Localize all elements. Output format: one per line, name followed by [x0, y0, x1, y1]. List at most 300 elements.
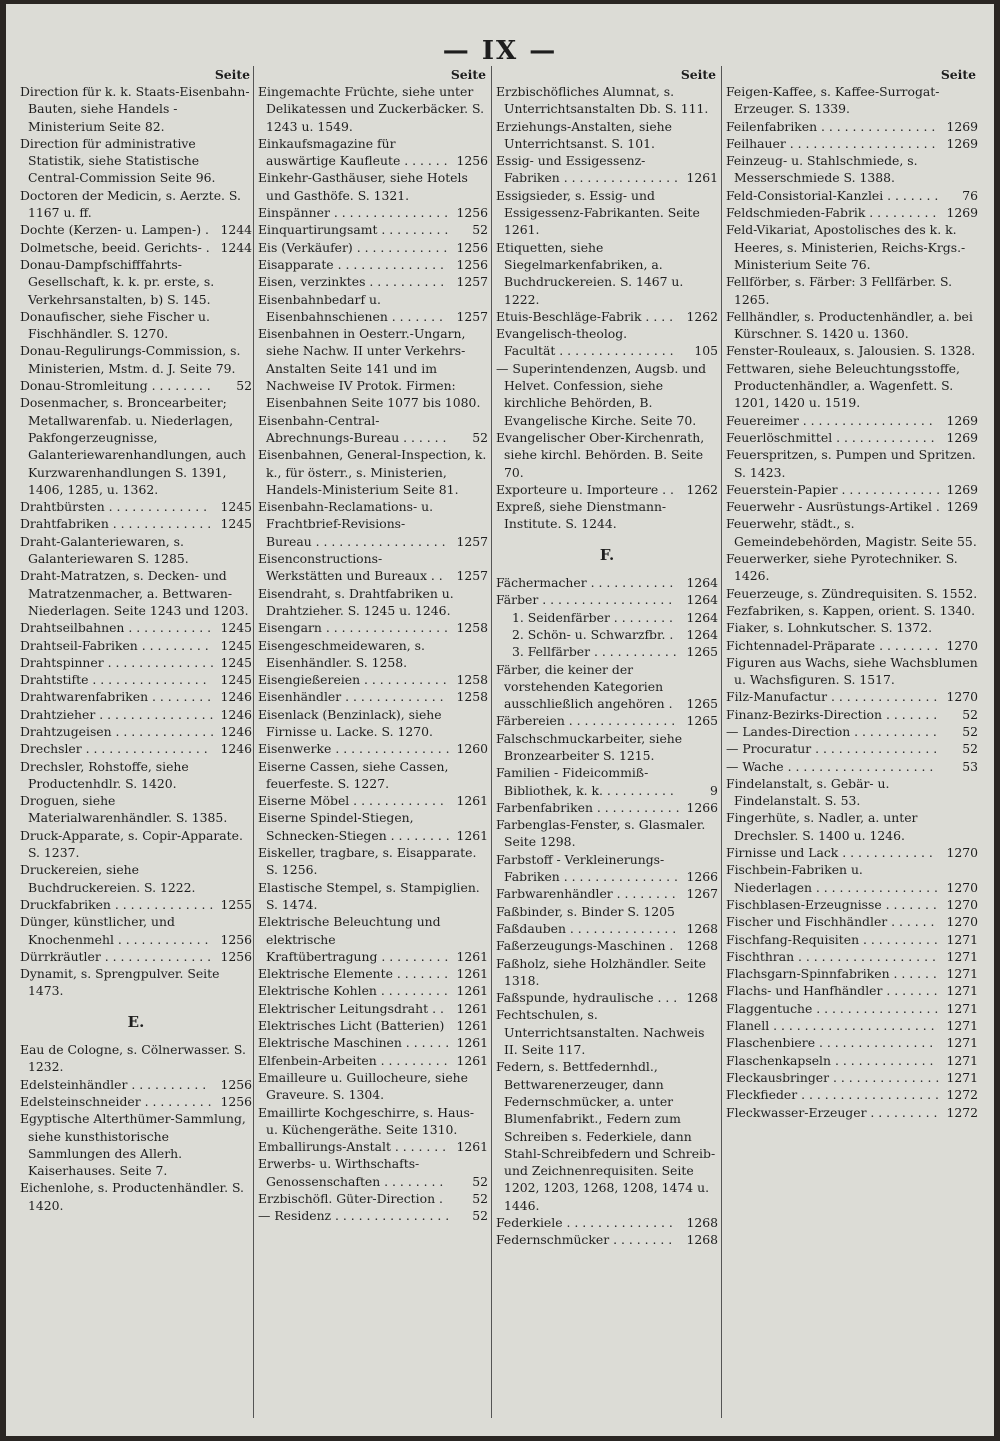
index-entry [726, 446, 978, 481]
entry-page-number: 1268 [686, 1232, 718, 1248]
entry-page-number: 1261 [456, 983, 488, 999]
section-letter: E. [127, 1012, 145, 1031]
entry-text: Farbenglas-Fenster, s. Glasmaler. Seite 1298. [496, 817, 706, 850]
entry-text: Feigen-Kaffee, s. Kaffee-Surrogat-Erzeuger. S. 1339. [726, 84, 940, 117]
entry-page-number: 1261 [456, 1139, 488, 1155]
index-entry [496, 989, 718, 1006]
index-entry [258, 239, 488, 256]
entry-text: Drahtseilbahnen . . . . . . . . . . . [20, 620, 212, 636]
entry-text: Droguen, siehe Materialwarenhändler. S. 1385. [20, 793, 228, 826]
entry-text: Draht-Galanteriewaren, s. Galanteriewaren S. 1285. [20, 533, 189, 567]
entry-page-number: 1266 [686, 869, 718, 885]
entry-page-number: 52 [472, 1208, 488, 1224]
entry-text: Drahtstifte . . . . . . . . . . . . . . . [20, 672, 207, 688]
entry-text: Faßspunde, hydraulische . . . [496, 990, 678, 1006]
entry-page-number: 1261 [456, 966, 488, 982]
index-entry [726, 204, 978, 221]
index-entry [258, 291, 488, 326]
entry-page-number: 1262 [686, 481, 718, 497]
column-rule [721, 66, 722, 1418]
index-entry [20, 706, 252, 723]
entry-text: Eisengießereien . . . . . . . . . . . [258, 672, 447, 688]
index-entry [726, 187, 978, 204]
entry-text: Eisenbahnen in Oesterr.-Ungarn, siehe Nachw. II unter Verkehrs-Anstalten Seite 141 und im Nachweise IV Protok. Firmen: Eisenbahnen Seite 1077 bis 1080. [258, 326, 481, 411]
index-entry [726, 135, 978, 152]
entry-page-number: 1246 [220, 689, 252, 705]
index-entry [258, 844, 488, 879]
entry-text: Fischfang-Requisiten . . . . . . . . . . [726, 931, 938, 947]
entry-text: Eisenbahn-Central-Abrechnungs-Bureau . . . . . . [258, 412, 447, 445]
entry-page-number: 1264 [686, 626, 718, 642]
entry-page-number: 1267 [686, 886, 718, 902]
column-header: Seite [450, 67, 486, 82]
index-entry [258, 1017, 488, 1034]
entry-text: — Landes-Direction . . . . . . . . . . . [726, 723, 937, 739]
entry-page-number: 1271 [946, 966, 978, 982]
entry-page-number: 52 [236, 378, 252, 394]
entry-page-number: 1268 [686, 938, 718, 954]
entry-page-number: 1262 [686, 308, 718, 324]
index-entry [496, 643, 718, 660]
entry-page-number: 1257 [456, 274, 488, 290]
entry-text: Evangelisch-theolog. Facultät . . . . . . . . . . . . . . . [496, 326, 674, 359]
entry-text: Färber, die keiner der vorstehenden Kategorien ausschließlich angehören . [496, 661, 673, 712]
index-entry [20, 758, 252, 793]
index-entry [726, 913, 978, 930]
entry-text: Eisenbahnbedarf u. Eisenbahnschienen . . . . . . . [258, 291, 443, 324]
entry-text: Fichtennadel-Präparate . . . . . . . . [726, 637, 939, 653]
entry-text: Evangelischer Ober-Kirchenrath, siehe kirchl. Behörden. B. Seite 70. [496, 429, 705, 480]
entry-page-number: 1244 [220, 222, 252, 238]
index-page [6, 4, 994, 1436]
index-entry [496, 308, 718, 325]
index-entry [258, 325, 488, 411]
entry-text: Farbwarenhändler . . . . . . . . [496, 886, 676, 902]
entry-page-number: 1271 [946, 948, 978, 964]
index-entry [258, 1155, 488, 1190]
entry-page-number: 1257 [456, 568, 488, 584]
entry-page-number: 1271 [946, 1000, 978, 1016]
entry-page-number: 1264 [686, 592, 718, 608]
index-entry [726, 585, 978, 602]
index-entry [496, 591, 718, 608]
entry-text: Feuerwehr, städt., s. Gemeindebehörden, Magistr. Seite 55. [726, 516, 977, 549]
entry-text: Fechtschulen, s. Unterrichtsanstalten. Nachweis II. Seite 117. [496, 1007, 705, 1058]
entry-page-number: 1261 [456, 948, 488, 964]
entry-text: Dolmetsche, beeid. Gerichts- . [20, 239, 210, 255]
entry-text: — Wache . . . . . . . . . . . . . . . . . . . [726, 758, 934, 774]
index-entry [496, 712, 718, 729]
index-entry [726, 965, 978, 982]
entry-page-number: 1268 [686, 1215, 718, 1230]
index-entry [20, 827, 252, 862]
entry-page-number: 1269 [946, 205, 978, 221]
entry-text: Feuereimer . . . . . . . . . . . . . . . . . [726, 412, 933, 428]
index-entry [726, 308, 978, 343]
entry-page-number: 1269 [946, 429, 978, 445]
entry-text: 2. Schön- u. Schwarzfbr. . [512, 626, 674, 642]
entry-text: Eisenbahnen, General-Inspection, k. k., für österr., s. Ministerien, Handels-Ministerium Seite 81. [258, 447, 487, 497]
entry-text: Feuerspritzen, s. Pumpen und Spritzen. S. 1423. [726, 447, 976, 480]
index-entry [258, 273, 488, 290]
entry-text: Elektrische Beleuchtung und elektrische Kraftübertragung . . . . . . . . . [258, 914, 449, 964]
entry-page-number: 1264 [686, 575, 718, 591]
entry-page-number: 1245 [220, 499, 252, 515]
entry-text: Eisenlack (Benzinlack), siehe Firnisse u. Lacke. S. 1270. [258, 706, 442, 739]
index-entry [20, 187, 252, 222]
entry-page-number: 1244 [220, 239, 252, 255]
entry-text: Drechsler, Rohstoffe, siehe Productenhdlr. S. 1420. [20, 758, 189, 791]
index-entry [726, 619, 978, 636]
entry-text: Faßdauben . . . . . . . . . . . . . . [496, 920, 677, 936]
entry-page-number: 1256 [456, 239, 488, 255]
entry-page-number: 1265 [686, 713, 718, 729]
entry-text: Fiaker, s. Lohnkutscher. S. 1372. [726, 620, 933, 636]
index-entry [726, 723, 978, 740]
entry-page-number: 105 [694, 343, 718, 359]
index-entry [496, 481, 718, 498]
entry-page-number: 1260 [456, 741, 488, 757]
index-entry [726, 515, 978, 550]
entry-text: Eau de Cologne, s. Cölnerwasser. S. 1232. [20, 1042, 246, 1075]
entry-text: Fellförber, s. Färber: 3 Fellfärber. S. 1265. [726, 274, 953, 307]
entry-text: — Residenz . . . . . . . . . . . . . . . [258, 1208, 450, 1224]
index-entry [496, 730, 718, 765]
entry-text: Drahtbürsten . . . . . . . . . . . . . [20, 499, 208, 515]
entry-page-number: 1245 [220, 637, 252, 653]
entry-page-number: 1246 [220, 723, 252, 739]
entry-text: Elektrische Kohlen . . . . . . . . . [258, 983, 448, 999]
index-entry [258, 1052, 488, 1069]
entry-text: Eisengeschmeidewaren, s. Eisenhändler. S. 1258. [258, 637, 425, 670]
index-entry [496, 1214, 718, 1231]
entry-text: Elektrisches Licht (Batterien) [258, 1018, 445, 1034]
index-entry [20, 948, 252, 965]
entry-page-number: 1245 [220, 672, 252, 688]
index-entry [258, 792, 488, 809]
index-entry [20, 1179, 252, 1214]
entry-text: Erzbischöfliches Alumnat, s. Unterrichtsanstalten Db. S. 111. [496, 84, 709, 117]
index-entry [726, 706, 978, 723]
index-entry [726, 1034, 978, 1051]
entry-page-number: 1271 [946, 931, 978, 947]
index-entry [258, 498, 488, 550]
entry-text: Feilenfabriken . . . . . . . . . . . . . . . [726, 118, 936, 134]
entry-page-number: 1245 [220, 516, 252, 532]
index-entry [20, 965, 252, 1000]
index-entry [726, 342, 978, 359]
entry-text: Federkiele . . . . . . . . . . . . . . [496, 1215, 673, 1230]
index-entry [20, 1110, 252, 1179]
entry-page-number: 1256 [456, 256, 488, 272]
entry-text: Fezfabriken, s. Kappen, orient. S. 1340. [726, 602, 976, 618]
entry-text: Doctoren der Medicin, s. Aerzte. S. 1167 u. ff. [20, 187, 241, 221]
index-entry [258, 135, 488, 170]
entry-text: Eingemachte Früchte, siehe unter Delikatessen und Zuckerbäcker. S. 1243 u. 1549. [258, 84, 485, 134]
entry-text: Feldschmieden-Fabrik . . . . . . . . . [726, 205, 937, 221]
entry-text: Farbstoff - Verkleinerungs-Fabriken . . . . . . . . . . . . . . . [496, 851, 678, 885]
entry-page-number: 1245 [220, 620, 252, 636]
index-entry [726, 1000, 978, 1017]
index-entry [258, 913, 488, 965]
index-entry [20, 498, 252, 515]
index-entry [726, 412, 978, 429]
entry-text: Eisenconstructions-Werkstätten und Bureaux . . [258, 551, 443, 584]
index-column-3 [496, 66, 718, 1418]
index-entry [20, 342, 252, 377]
entry-text: Farbenfabriken . . . . . . . . . . . [496, 799, 680, 815]
entry-text: Eisenhändler . . . . . . . . . . . . . [258, 689, 444, 705]
index-entry [258, 446, 488, 498]
entry-text: Erziehungs-Anstalten, siehe Unterrichtsanst. S. 101. [496, 118, 672, 151]
column-header: Seite [680, 67, 716, 82]
entry-text: Eisapparate . . . . . . . . . . . . . . [258, 256, 444, 272]
entry-text: Figuren aus Wachs, siehe Wachsblumen u. Wachsfiguren. S. 1517. [726, 654, 978, 688]
index-entry [258, 585, 488, 620]
entry-page-number: 1270 [946, 637, 978, 653]
entry-text: Donaufischer, siehe Fischer u. Fischhändler. S. 1270. [20, 308, 210, 342]
index-entry [496, 764, 718, 799]
column-rule [491, 66, 492, 1418]
entry-text: Fleckfieder . . . . . . . . . . . . . . . . . . [726, 1087, 939, 1103]
entry-text: Einquartirungsamt . . . . . . . . . [258, 222, 449, 238]
index-entry [258, 879, 488, 914]
index-entry [258, 688, 488, 705]
entry-page-number: 1266 [686, 799, 718, 815]
index-entry [20, 861, 252, 896]
entry-text: Feuerzeuge, s. Zündrequisiten. S. 1552. [726, 585, 978, 601]
index-entry [726, 948, 978, 965]
index-entry [20, 515, 252, 532]
entry-page-number: 1245 [220, 654, 252, 670]
index-entry [726, 844, 978, 861]
index-entry [258, 1138, 488, 1155]
index-entry [496, 429, 718, 481]
entry-text: Emaillirte Kochgeschirre, s. Haus- u. Küchengeräthe. Seite 1310. [258, 1104, 475, 1137]
index-entry [496, 1058, 718, 1214]
entry-text: Elektrischer Leitungsdraht . . [258, 1000, 444, 1016]
entry-page-number: 1270 [946, 914, 978, 930]
entry-text: — Superintendenzen, Augsb. und Helvet. Confession, siehe kirchliche Behörden, B. Evangelische Kirche. Seite 70. [496, 360, 707, 428]
entry-text: Feinzeug- u. Stahlschmiede, s. Messerschmiede S. 1388. [726, 153, 918, 186]
entry-page-number: 1271 [946, 1069, 978, 1085]
index-entry [258, 1069, 488, 1104]
entry-text: Findelanstalt, s. Gebär- u. Findelanstalt. S. 53. [726, 775, 890, 809]
entry-text: Erzbischöfl. Güter-Direction . [258, 1191, 443, 1206]
entry-text: Dynamit, s. Sprengpulver. Seite 1473. [20, 966, 220, 999]
index-entry [20, 637, 252, 654]
index-entry [726, 1104, 978, 1121]
index-entry [496, 851, 718, 886]
index-entry [496, 152, 718, 187]
entry-text: Drahtzieher . . . . . . . . . . . . . . . [20, 706, 214, 722]
entry-page-number: 1261 [456, 1052, 488, 1068]
entry-text: Dochte (Kerzen- u. Lampen-) . [20, 222, 209, 238]
index-entry [496, 360, 718, 429]
index-entry [258, 169, 488, 204]
entry-text: Drahtseil-Fabriken . . . . . . . . . [20, 637, 209, 653]
entry-text: Familien - Fideicommiß-Bibliothek, k. k. . . . . . . . . . [496, 765, 674, 798]
entry-text: Einspänner . . . . . . . . . . . . . . . [258, 205, 449, 221]
entry-text: Drechsler . . . . . . . . . . . . . . . . [20, 741, 208, 757]
index-entry [258, 758, 488, 793]
entry-text: Flanell . . . . . . . . . . . . . . . . . . . . . [726, 1018, 935, 1034]
entry-page-number: 1265 [686, 696, 718, 712]
entry-text: Emailleure u. Guillocheure, siehe Graveure. S. 1304. [258, 1069, 468, 1103]
entry-text: Drahtwarenfabriken . . . . . . . . [20, 689, 212, 705]
entry-text: Erwerbs- u. Wirthschafts-Genossenschaften . . . . . . . . [258, 1156, 444, 1189]
entry-page-number: 52 [962, 723, 978, 739]
entry-page-number: 1272 [946, 1104, 978, 1120]
entry-text: Fingerhüte, s. Nadler, a. unter Drechsler. S. 1400 u. 1246. [726, 810, 918, 843]
index-entry [258, 204, 488, 221]
entry-text: Elastische Stempel, s. Stampiglien. S. 1474. [258, 879, 480, 912]
entry-text: Eisengarn . . . . . . . . . . . . . . . . [258, 620, 448, 636]
index-entry [726, 118, 978, 135]
entry-text: Fenster-Rouleaux, s. Jalousien. S. 1328. [726, 343, 976, 359]
index-entry [726, 654, 978, 689]
index-entry [20, 619, 252, 636]
entry-text: Eisendraht, s. Drahtfabriken u. Drahtzieher. S. 1245 u. 1246. [258, 585, 454, 618]
index-entry [726, 83, 978, 118]
entry-text: 1. Seidenfärber . . . . . . . . [512, 609, 673, 625]
entry-text: Donau-Dampfschifffahrts-Gesellschaft, k. k. pr. erste, s. Verkehrsanstalten, b) S. 145. [20, 256, 215, 307]
entry-text: Feuerlöschmittel . . . . . . . . . . . . . [726, 429, 935, 445]
index-entry [20, 688, 252, 705]
index-entry [496, 1006, 718, 1058]
entry-page-number: 1256 [220, 931, 252, 947]
entry-text: Fischer und Fischhändler . . . . . . [726, 914, 935, 930]
index-entry [726, 740, 978, 757]
entry-text: Dünger, künstlicher, und Knochenmehl . . . . . . . . . . . . [20, 914, 209, 947]
entry-text: Faßholz, siehe Holzhändler. Seite 1318. [496, 955, 706, 988]
index-entry [258, 550, 488, 585]
entry-page-number: 1270 [946, 879, 978, 895]
entry-page-number: 1272 [946, 1087, 978, 1103]
entry-page-number: 53 [962, 758, 978, 774]
index-entry [258, 740, 488, 757]
entry-text: Direction für k. k. Staats-Eisenbahn-Bauten, siehe Handels - Ministerium Seite 82. [20, 84, 250, 134]
entry-text: Edelsteinhändler . . . . . . . . . . [20, 1076, 207, 1092]
entry-text: Eisenbahn-Reclamations- u. Frachtbrief-Revisions-Bureau . . . . . . . . . . . . . . . . . [258, 499, 446, 549]
entry-text: Feilhauer . . . . . . . . . . . . . . . . . . . [726, 135, 936, 151]
index-entry [258, 619, 488, 636]
entry-text: Feuerstein-Papier . . . . . . . . . . . . . [726, 481, 941, 497]
index-entry [726, 982, 978, 999]
index-entry [258, 1034, 488, 1051]
column-header: Seite [214, 67, 250, 82]
entry-text: — Procuratur . . . . . . . . . . . . . . . . [726, 741, 938, 757]
index-entry [726, 688, 978, 705]
entry-page-number: 1256 [220, 1076, 252, 1092]
entry-page-number: 9 [710, 782, 718, 798]
entry-page-number: 52 [472, 429, 488, 445]
entry-text: Donau-Regulirungs-Commission, s. Ministerien, Mstm. d. J. Seite 79. [20, 343, 241, 376]
entry-text: Direction für administrative Statistik, siehe Statistische Central-Commission Seite 96. [20, 135, 216, 186]
entry-text: Eis (Verkäufer) . . . . . . . . . . . . [258, 239, 448, 255]
entry-page-number: 1257 [456, 308, 488, 324]
entry-page-number: 1268 [686, 920, 718, 936]
entry-page-number: 1258 [456, 620, 488, 636]
entry-text: Flaschenbiere . . . . . . . . . . . . . . . [726, 1035, 934, 1051]
entry-text: Feld-Consistorial-Kanzlei . . . . . . . [726, 187, 939, 203]
entry-page-number: 52 [962, 741, 978, 757]
entry-page-number: 1261 [456, 1035, 488, 1051]
index-entry [726, 360, 978, 412]
entry-page-number: 1261 [456, 793, 488, 809]
index-entry [496, 118, 718, 153]
entry-text: Exporteure u. Importeure . . [496, 481, 674, 497]
entry-page-number: 1269 [946, 135, 978, 151]
index-entry [726, 1069, 978, 1086]
entry-text: Falschschmuckarbeiter, siehe Bronzearbeiter S. 1215. [496, 730, 683, 763]
entry-text: Färbereien . . . . . . . . . . . . . . [496, 713, 676, 729]
index-entry [20, 740, 252, 757]
index-entry [726, 481, 978, 498]
index-entry [20, 239, 252, 256]
index-entry [496, 885, 718, 902]
entry-page-number: 1258 [456, 672, 488, 688]
entry-text: Fischbein-Fabriken u. Niederlagen . . . . . . . . . . . . . . . . [726, 862, 938, 895]
entry-text: Färber . . . . . . . . . . . . . . . . . [496, 592, 673, 608]
entry-page-number: 1270 [946, 896, 978, 912]
index-entry [20, 1041, 252, 1076]
entry-text: Federnschmücker . . . . . . . . [496, 1232, 673, 1248]
index-entry [258, 809, 488, 844]
entry-text: Elfenbein-Arbeiten . . . . . . . . . [258, 1052, 448, 1068]
index-entry [496, 498, 718, 533]
entry-text: Filz-Manufactur . . . . . . . . . . . . . . [726, 689, 938, 705]
entry-text: Etuis-Beschläge-Fabrik . . . . [496, 308, 674, 324]
entry-text: Fellhändler, s. Productenhändler, a. bei Kürschner. S. 1420 u. 1360. [726, 308, 973, 342]
entry-page-number: 1256 [220, 948, 252, 964]
index-entry [726, 429, 978, 446]
index-entry [496, 955, 718, 990]
entry-page-number: 1265 [686, 644, 718, 660]
index-entry [496, 239, 718, 308]
index-entry [726, 152, 978, 187]
index-entry [258, 965, 488, 982]
index-column-2 [258, 66, 488, 1418]
entry-text: Fettwaren, siehe Beleuchtungsstoffe, Productenhändler, a. Wagenfett. S. 1201, 1420 u. 1519. [726, 360, 960, 411]
entry-page-number: 1261 [456, 1018, 488, 1034]
index-entry [726, 498, 978, 515]
entry-text: Einkaufsmagazine für auswärtige Kaufleute . . . . . . [258, 135, 448, 169]
entry-page-number: 1269 [946, 499, 978, 515]
entry-page-number: 1256 [456, 205, 488, 221]
page-number: — IX — [442, 36, 558, 66]
entry-text: Eiserne Spindel-Stiegen, Schnecken-Stiegen . . . . . . . . [258, 810, 450, 843]
index-entry [726, 1086, 978, 1103]
index-entry [726, 758, 978, 775]
index-entry [20, 896, 252, 913]
index-entry [496, 574, 718, 591]
entry-page-number: 1256 [456, 153, 488, 169]
index-entry [20, 723, 252, 740]
entry-text: Elektrische Maschinen . . . . . . [258, 1035, 450, 1051]
index-entry [258, 1207, 488, 1224]
index-entry [258, 1104, 488, 1139]
entry-text: Eiserne Cassen, siehe Cassen, feuerfeste. S. 1227. [258, 758, 449, 791]
entry-text: Fischthran . . . . . . . . . . . . . . . . . . [726, 948, 936, 964]
index-entry [496, 816, 718, 851]
index-entry [496, 626, 718, 643]
entry-page-number: 1261 [456, 1000, 488, 1016]
index-entry [726, 637, 978, 654]
entry-page-number: 1271 [946, 1018, 978, 1034]
index-column-1 [20, 66, 252, 1418]
entry-text: Dosenmacher, s. Broncearbeiter; Metallwarenfab. u. Niederlagen, Pakfongerzeugnisse, Galanteriewarenhandlungen, auch Kurzwarenhandlungen S. 1391, 1406, 1285, u. 1362. [20, 395, 246, 497]
